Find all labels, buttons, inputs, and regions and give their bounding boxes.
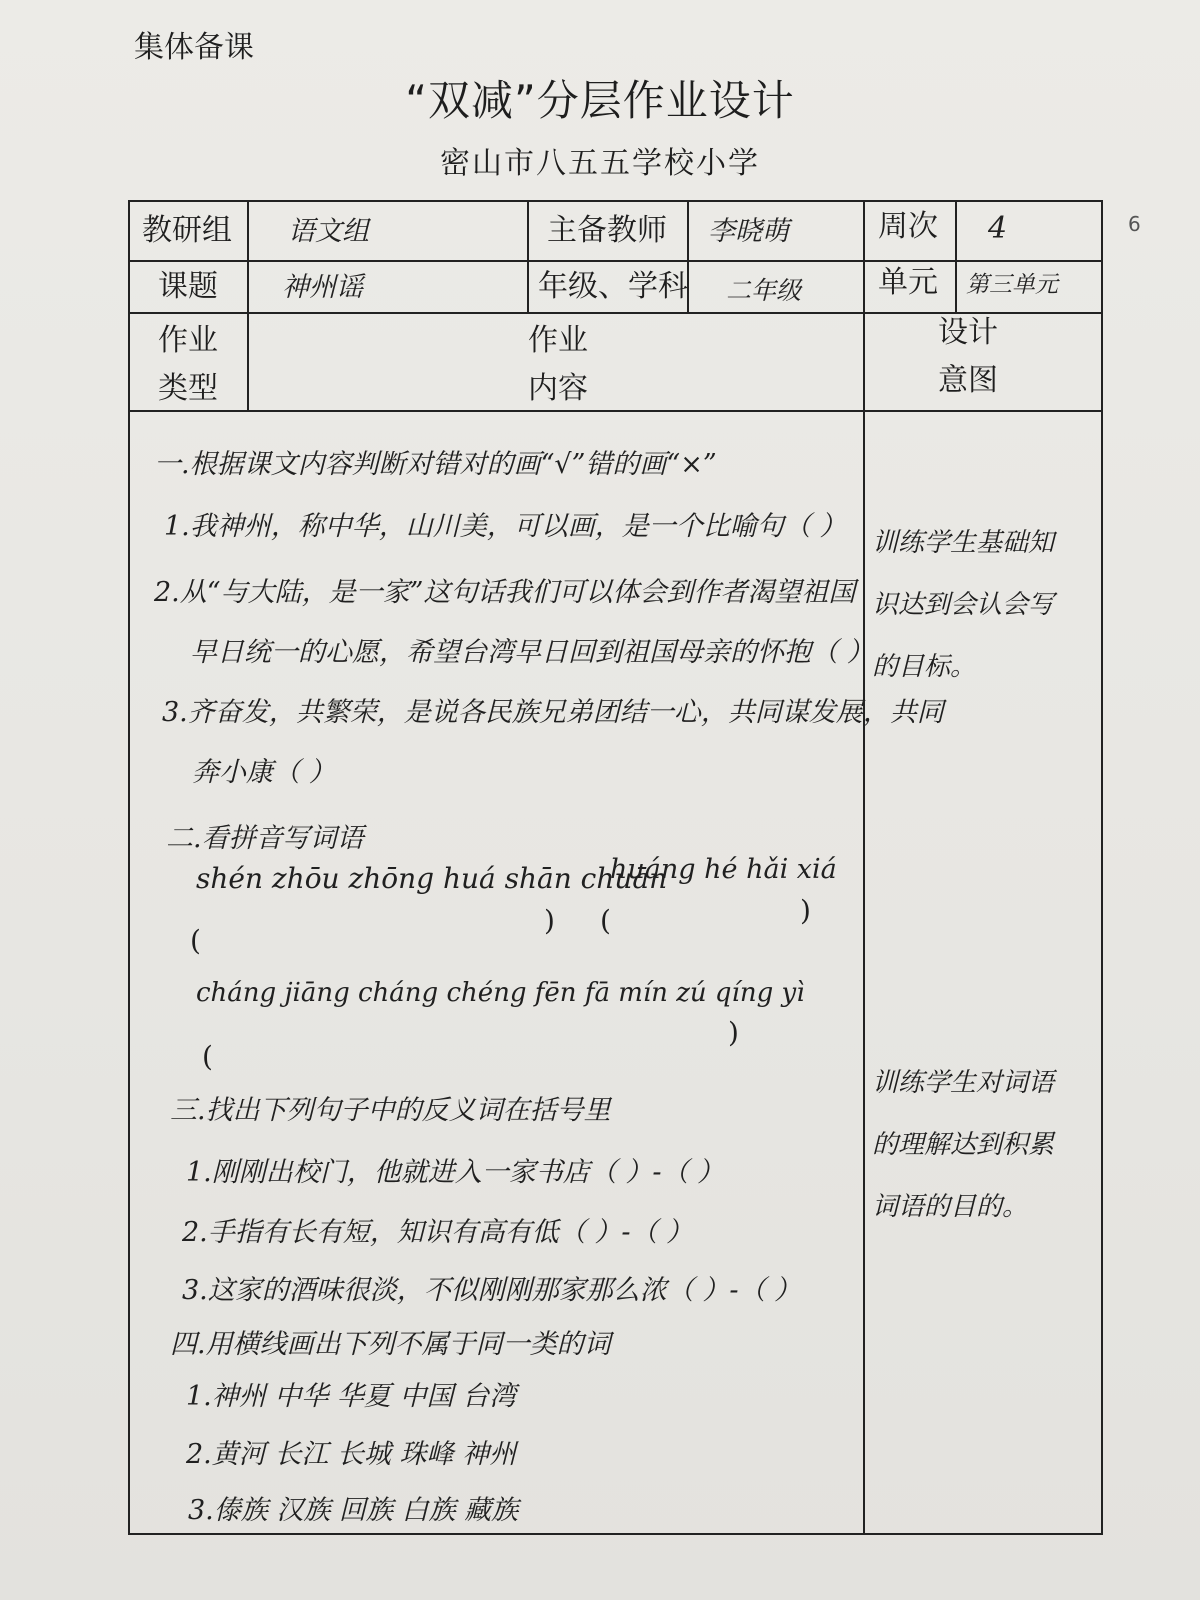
- intent-label: 设计: [938, 315, 998, 350]
- week-value: 4: [988, 211, 1008, 246]
- row-divider: [130, 410, 1101, 412]
- blank-paren-open: (: [202, 1040, 213, 1073]
- content-label: 作业: [528, 323, 588, 358]
- question-line: 2.手指有长有短，知识有高有低（ ）-（ ）: [182, 1217, 694, 1248]
- col-divider: [955, 202, 957, 312]
- teacher-label: 主备教师: [547, 213, 667, 248]
- row-divider: [130, 312, 1101, 314]
- question-line: 2.从“与大陆，是一家”这句话我们可以体会到作者渴望祖国: [154, 577, 856, 608]
- question-line: 1.神州 中华 华夏 中国 台湾: [186, 1381, 517, 1412]
- pinyin-line: huáng hé hǎi xiá: [610, 854, 837, 885]
- col-divider: [863, 202, 865, 1533]
- blank-paren-open: (: [600, 904, 611, 937]
- topic-label: 课题: [158, 269, 218, 304]
- page-title: “双减”分层作业设计: [405, 76, 795, 125]
- col-divider: [247, 202, 249, 410]
- grade-value: 二年级: [726, 276, 802, 305]
- question-line: 1.我神州，称中华，山川美，可以画，是一个比喻句（ ）: [164, 511, 847, 542]
- type-label: 类型: [158, 371, 218, 406]
- section-1-title: 一.根据课文内容判断对错对的画“√”错的画“×”: [154, 449, 717, 480]
- content-label: 内容: [528, 371, 588, 406]
- blank-paren-close: ): [728, 1016, 739, 1049]
- question-line: 3.这家的酒味很淡，不似刚刚那家那么浓（ ）-（ ）: [182, 1275, 802, 1306]
- blank-paren-open: (: [190, 924, 201, 957]
- question-line: 2.黄河 长江 长城 珠峰 神州: [186, 1439, 517, 1470]
- blank-paren-close: ): [800, 894, 811, 927]
- pinyin-line: shén zhōu zhōng huá shān chuān: [196, 862, 668, 895]
- group-label: 教研组: [142, 213, 232, 248]
- corner-label: 集体备课: [134, 30, 254, 65]
- homework-form-table: [128, 200, 1103, 1535]
- section-3-title: 三.找出下列句子中的反义词在括号里: [170, 1095, 611, 1126]
- intent-label: 意图: [938, 363, 998, 398]
- group-value: 语文组: [288, 216, 369, 247]
- question-line: 3.齐奋发，共繁荣，是说各民族兄弟团结一心，共同谋发展，共同: [162, 697, 944, 728]
- unit-label: 单元: [878, 265, 938, 300]
- school-name: 密山市八五五学校小学: [440, 146, 760, 181]
- teacher-value: 李晓萌: [708, 216, 789, 247]
- design-intent-1: 训练学生基础知识达到会认会写的目标。: [872, 528, 1055, 682]
- question-line: 奔小康（ ）: [192, 757, 336, 788]
- section-2-title: 二.看拼音写词语: [166, 823, 364, 854]
- unit-value: 第三单元: [966, 272, 1058, 298]
- question-line: 3.傣族 汉族 回族 白族 藏族: [188, 1495, 519, 1526]
- section-4-title: 四.用横线画出下列不属于同一类的词: [170, 1329, 611, 1360]
- question-line: 早日统一的心愿，希望台湾早日回到祖国母亲的怀抱（ ）: [190, 637, 874, 668]
- design-intent-2: 训练学生对词语的理解达到积累词语的目的。: [872, 1068, 1055, 1222]
- blank-paren-close: ): [544, 904, 555, 937]
- week-label: 周次: [878, 209, 938, 244]
- topic-value: 神州谣: [282, 272, 363, 303]
- margin-mark: 6: [1128, 212, 1141, 236]
- grade-subject-label: 年级、学科: [538, 269, 688, 304]
- question-line: 1.刚刚出校门，他就进入一家书店（ ）-（ ）: [186, 1157, 725, 1188]
- col-divider: [527, 202, 529, 312]
- type-label: 作业: [158, 323, 218, 358]
- pinyin-line: cháng jiāng cháng chéng fēn fā mín zú qíng yì: [196, 978, 805, 1008]
